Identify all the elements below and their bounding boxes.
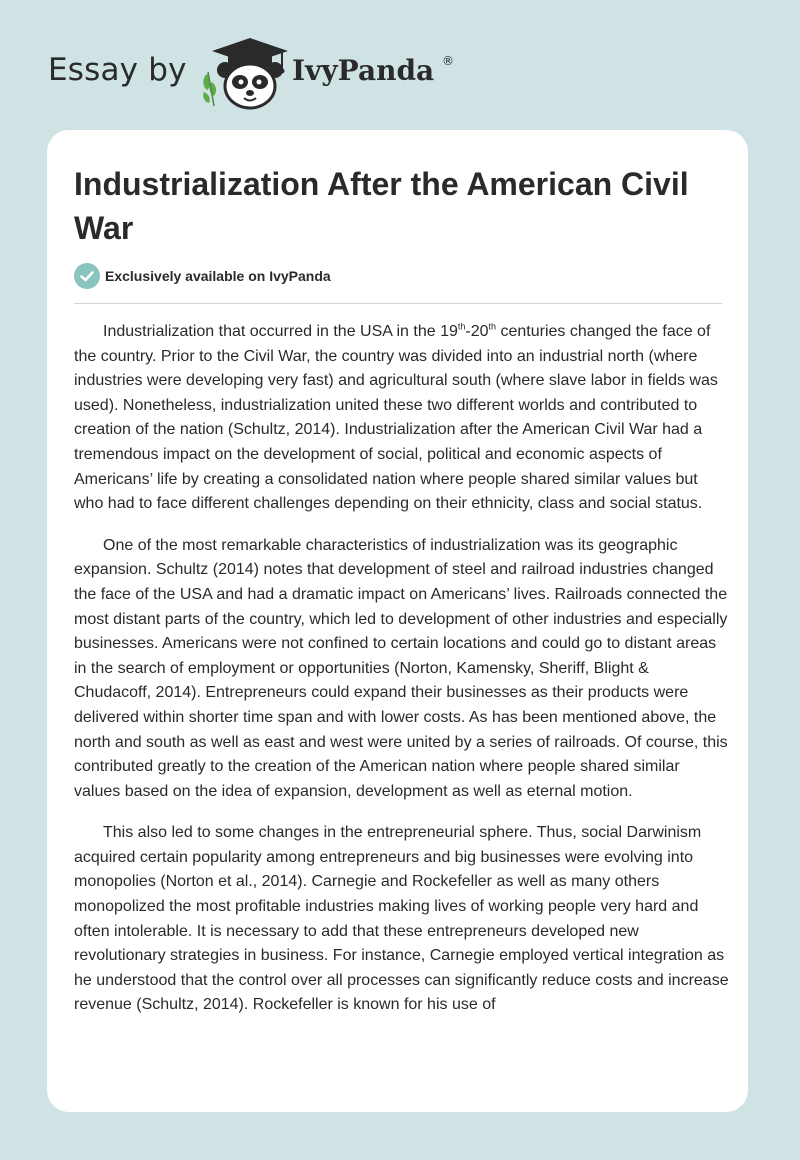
paragraph-2: One of the most remarkable characteristics of industrialization was its geographic expansion. Schultz (2014) notes that development of steel and railroad industries changed the face of the USA and had a dramatic impact on Americans’ lives. Railroads connected the most distant parts of the country, which led to development of other industries and especially businesses. Americans were not confined to certain locations and could go to distant areas in the search of employment or opportunities (Norton, Kamensky, Sheriff, Blight & Chudacoff, 2014). Entrepreneurs could expand their businesses as their products were delivered within shorter time span and with lower costs. As has been mentioned above, the north and south as well as east and west were united by a series of railroads. Of course, this contributed greatly to the creation of the American nation where people shared similar values based on the idea of expansion, development as well as eternal motion. [74, 536, 728, 800]
essay-by-label: Essay by [48, 52, 187, 88]
paragraph-3: This also led to some changes in the entrepreneurial sphere. Thus, social Darwinism acquired certain popularity among entrepreneurs and big businesses were evolving into monopolies (Norton et al., 2014). Carnegie and Rockefeller as well as many others monopolized the most profitable industries making lives of working people very hard and often intolerable. It is necessary to add that these entrepreneurs developed new revolutionary strategies in business. For instance, Carnegie employed vertical integration as he understood that the control over all processes can significantly reduce costs and increase revenue (Schultz, 2014). Rockefeller is known for his use of [74, 824, 729, 1014]
registered-mark: ® [442, 54, 454, 68]
paragraph-1-text-b: -20 [465, 323, 489, 340]
panda-logo-icon[interactable] [200, 36, 292, 110]
site-header [0, 0, 800, 130]
divider [74, 303, 722, 304]
paragraph-1-text-c: centuries changed the face of the country. Prior to the Civil War, the country was divided into an industrial north (where industries were developing very fast) and agricultural south (where slave labor in fields was used). Nonetheless, industrialization united these two different worlds and contributed to creation of the nation (Schultz, 2014). Industrialization after the American Civil War had a tremendous impact on the development of social, political and economic aspects of Americans’ life by creating a consolidated nation where people shared similar values but who had to face different challenges depending on their ethnicity, class and social status. [74, 323, 718, 513]
check-circle-icon [74, 263, 100, 289]
superscript-th: th [457, 321, 466, 332]
superscript-th: th [488, 321, 497, 332]
paragraph-1 [74, 320, 729, 517]
article-body [74, 320, 729, 1035]
exclusive-badge-label: Exclusively available on IvyPanda [105, 268, 331, 284]
brand-name[interactable]: IvyPanda [292, 54, 435, 87]
ivy-leaf-icon [203, 72, 216, 106]
page-title: Industrialization After the American Civil War [74, 166, 689, 246]
paragraph-1-text-a: Industrialization that occurred in the USA in the 19 [103, 323, 458, 340]
essay-card [47, 130, 748, 1112]
